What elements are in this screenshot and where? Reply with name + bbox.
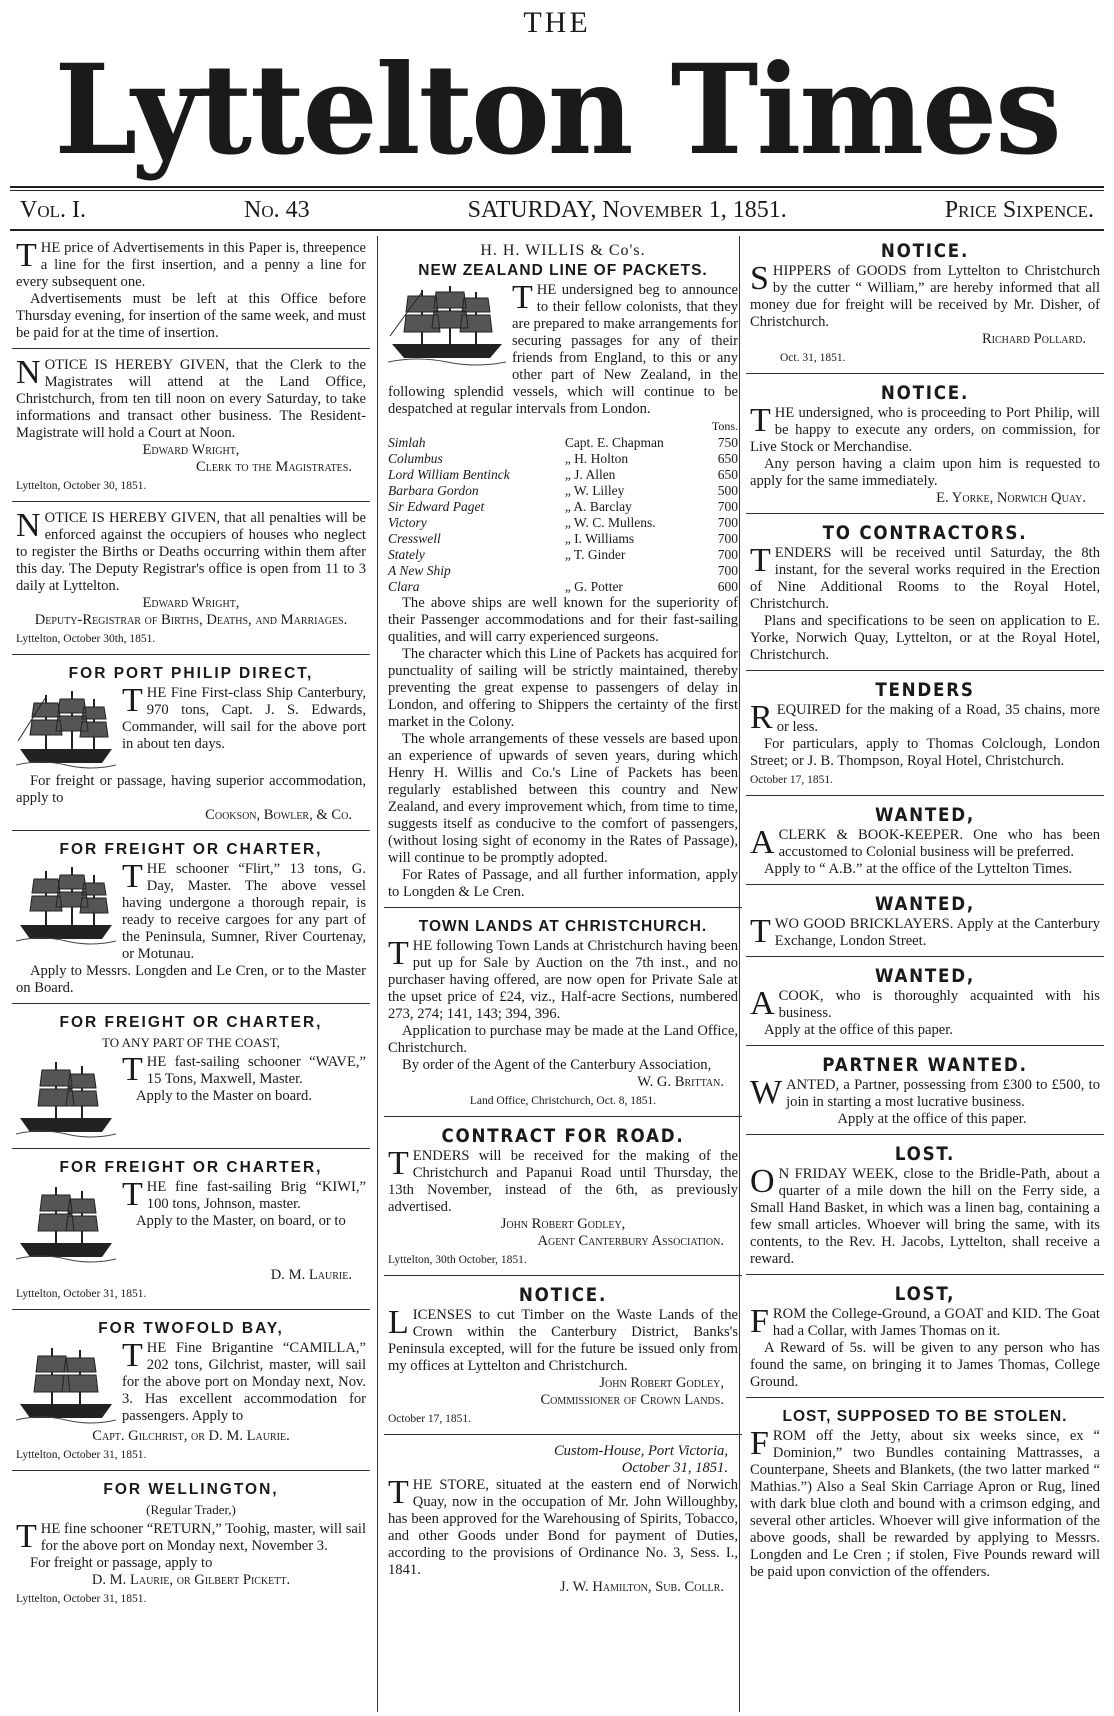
dateline-place: Oct. 31, 1851. [780,352,846,364]
drop-cap: T [388,1145,409,1182]
ship-tons: 500 [717,483,738,498]
top-rule [10,186,1104,188]
dateline-place: Lyttelton, 30th October, 1851. [388,1254,527,1266]
price: Price Sixpence. [944,196,1094,223]
ad-text: Apply at the office of this paper. [837,1111,1027,1127]
dateline-rule [10,229,1104,231]
ad-text: HE fine schooner “RETURN,” Toohig, master, will sail for the above port on Monday next, November 3. [40,1521,366,1554]
volume: Vol. I. [20,196,86,223]
kiwi-ad [12,1155,370,1310]
ad-text: For Rates of Passage, and all further information, apply to Longden & Le Cren. [388,867,738,900]
column-3 [746,238,1104,1708]
dateline-place: Lyttelton, October 31, 1851. [16,1449,147,1461]
drop-cap: O [750,1163,775,1200]
ad-heading: FOR FREIGHT OR CHARTER, [59,1014,323,1031]
shippers-notice [746,238,1104,374]
ad-text: ICENSES to cut Timber on the Waste Lands of the Crown within the Canterbury District, Banks's Peninsula excepted, will for the future be issued only from my offices at Lyttelton and Christchurch. [388,1307,738,1374]
ship-captain: „ W. Lilley [564,483,625,498]
ad-text: Application to purchase may be made at the Land Office, Christchurch. [388,1023,738,1056]
ad-subheading: TO ANY PART OF THE COAST, [102,1035,280,1050]
drop-cap: T [122,1337,143,1374]
notice-text: OTICE IS HEREBY GIVEN, that all penalties will be enforced against the occupiers of houses who neglect to register the Births or Deaths occurring within them after this day. The Deputy Registrar's office is open from 11 to 3 daily at Lyttelton. [16,510,366,594]
ship-name: Victory [388,515,427,530]
drop-cap: N [16,354,41,391]
signature: D. M. Laurie, or Gilbert Pickett. [91,1572,291,1588]
ad-text: HE undersigned beg to announce to their fellow colonists, that they are prepared to make arrangements for securing passages for any of their friends from England, to this or any other part of New Zealand, in the following splendid vessels, which will continue to be despatched at regular intervals from London. [388,282,738,417]
ship-captain: Capt. E. Chapman [564,435,664,450]
drop-cap: S [750,260,769,297]
ship-name: A New Ship [388,563,451,578]
drop-cap: T [122,1051,143,1088]
fleet-row [388,579,738,595]
contractors-ad [746,520,1104,671]
ship-tons: 650 [717,467,738,482]
ad-text: HIPPERS of GOODS from Lyttelton to Christchurch by the cutter “ William,” are hereby informed that all money due for freight will be received by Mr. Disher, of Christchurch. [750,263,1100,330]
partner-wanted-ad [746,1052,1104,1135]
ad-text: A Reward of 5s. will be given to any person who has found the same, on bringing it to James Thomas, College Ground. [750,1340,1100,1390]
drop-cap: T [122,682,143,719]
ship-name: Sir Edward Paget [388,499,485,514]
dateline-place: Lyttelton, October 30, 1851. [16,480,147,492]
ad-text: For freight or passage, apply to [30,1555,213,1571]
ad-heading: PARTNER WANTED. [822,1054,1028,1076]
notice-text: OTICE IS HEREBY GIVEN, that the Clerk to the Magistrates will attend at the Land Office, Christchurch, from ten till noon on every Saturday, to take informations and transact other business. The Resident-Magistrate will hold a Court at Noon. [16,357,366,441]
ad-text: HE fine fast-sailing Brig “KIWI,” 100 tons, Johnson, master. [146,1179,366,1212]
drop-cap: A [750,824,775,861]
ship-captain: „ T. Ginder [564,547,626,562]
ship-name: Stately [388,547,425,562]
signature: Cookson, Bowler, & Co. [205,807,352,823]
ship-captain: „ J. Allen [564,467,616,482]
signature-title: Deputy-Registrar of Births, Deaths, and Marriages. [34,612,348,628]
drop-cap: T [750,402,771,439]
dateline [20,195,1094,225]
ship-captain: „ H. Holton [564,451,629,466]
ship-tons: 750 [717,435,738,450]
drop-cap: T [122,1176,143,1213]
dateline-date: October 31, 1851. [621,1460,728,1476]
ad-text: The character which this Line of Packets has acquired for punctuality of sailing will be strictly maintained, thereby preventing the great expense to passengers of delay in London, and offering to Shippers the certainty of the first market in the Colony. [388,646,738,730]
ad-text: Plans and specifications to be seen on application to E. Yorke, Norwich Quay, Lyttelton, or at the Royal Hotel, Christchurch. [750,613,1100,663]
signature: D. M. Laurie. [270,1267,352,1283]
town-lands-ad [384,914,742,1117]
fleet-row [388,499,738,515]
drop-cap: N [16,507,41,544]
cook-wanted-ad [746,963,1104,1046]
ship-name: Simlah [388,435,426,450]
fleet-row [388,547,738,563]
custom-house-notice [384,1441,742,1602]
ad-text: ENDERS will be received for the making of the Christchurch and Papanui Road until Thursday, the 13th November, instead of the 6th, as previously advertised. [388,1148,738,1215]
ad-text: ANTED, a Partner, possessing from £300 to £500, to join in starting a most lucrative business. [786,1077,1100,1110]
lost-basket-ad [746,1141,1104,1275]
tenders-ad [746,677,1104,796]
dateline-place: Custom-House, Port Victoria, [553,1443,728,1459]
ship-tons: 700 [717,531,738,546]
ad-heading: CONTRACT FOR ROAD. [441,1125,685,1147]
ship-icon [16,1342,116,1426]
ship-captain: „ A. Barclay [564,499,632,514]
ad-text: ROM the College-Ground, a GOAT and KID. The Goat had a Collar, with James Thomas on it. [772,1306,1100,1339]
drop-cap: R [750,699,773,736]
ship-name: Clara [388,579,420,594]
ship-icon [16,1181,116,1265]
ship-icon [388,284,506,368]
camilla-ad [12,1316,370,1471]
ad-heading: LOST. [894,1143,956,1165]
ad-heading: LOST, [894,1283,956,1305]
dateline-place: Lyttelton, October 31, 1851. [16,1593,147,1605]
fleet-row [388,531,738,547]
column-1 [12,238,370,1708]
ad-text: Apply at the office of this paper. [764,1022,953,1038]
ship-icon [16,1056,116,1140]
yorke-notice [746,380,1104,514]
ad-heading: TO CONTRACTORS. [822,522,1028,544]
ship-tons: 700 [717,515,738,530]
ad-heading: FOR WELLINGTON, [103,1481,279,1498]
ad-text: ENDERS will be received until Saturday, the 8th instant, for the several works required in the Erection of Nine Additional Rooms to the Royal Hotel, Christchurch. [750,545,1100,612]
issue-date: SATURDAY, November 1, 1851. [467,196,787,223]
fleet-row [388,435,738,451]
drop-cap: T [750,913,771,950]
drop-cap: F [750,1303,769,1340]
births-notice [12,508,370,655]
ad-text: COOK, who is thoroughly acquainted with his business. [778,988,1100,1021]
bricklayers-wanted-ad [746,891,1104,957]
court-notice [12,355,370,502]
fleet-row [388,563,738,579]
masthead-title: Lyttelton Times [54,36,1060,183]
drop-cap: T [388,935,409,972]
advertisement-terms [12,238,370,349]
drop-cap: F [750,1425,769,1462]
column-divider [377,236,378,1712]
ship-captain: „ W. C. Mullens. [564,515,656,530]
signature-title: Clerk to the Magistrates. [195,459,352,475]
ad-text: ROM off the Jetty, about six weeks since, ex “ Dominion,” two Bundles containing Mattrasses, a Counterpane, Sheets and Blankets, (the two latter marked “ Mathias.”) Also a Seal Skin Carriage Apron or Rug, lined with dark blue cloth and bound with a crimson edging, and several other articles. Whoever will give information of the above goods, shall be rewarded by applying to Messrs. Longden and Le Cren ; if stolen, Five Pounds reward will be paid upon conviction of the offenders. [750,1428,1100,1580]
drop-cap: W [750,1074,783,1111]
drop-cap: L [388,1304,409,1341]
ad-heading: FOR FREIGHT OR CHARTER, [59,1159,323,1176]
dateline-place: Land Office, Christchurch, Oct. 8, 1851. [469,1095,657,1107]
fleet-row [388,467,738,483]
drop-cap: T [16,238,37,274]
drop-cap: T [750,542,771,579]
ad-subheading: (Regular Trader,) [146,1502,236,1517]
signature: Edward Wright, [142,442,240,458]
tons-label: Tons. [711,419,738,433]
dateline-place: October 17, 1851. [388,1413,472,1425]
ship-tons: 700 [717,547,738,562]
fleet-row [388,483,738,499]
stolen-goods-ad [746,1404,1104,1587]
ad-text: Apply to Messrs. Longden and Le Cren, or to the Master on Board. [16,963,366,996]
signature: John Robert Godley, [500,1216,626,1232]
ad-heading: WANTED, [874,804,975,826]
fleet-row [388,515,738,531]
ship-tons: 700 [717,499,738,514]
ad-heading: TOWN LANDS AT CHRISTCHURCH. [418,918,708,935]
ad-text: Any person having a claim upon him is requested to apply for the same immediately. [750,456,1100,489]
ad-text: HE Fine First-class Ship Canterbury, 970 tons, Capt. J. S. Edwards, Commander, will sail for the above port in about ten days. [122,685,366,752]
ad-heading: FOR PORT PHILIP DIRECT, [68,665,314,682]
ad-text: For particulars, apply to Thomas Colclough, London Street; or J. B. Thompson, Royal Hotel, Christchurch. [750,736,1100,769]
lost-goat-ad [746,1281,1104,1398]
port-philip-ad [12,661,370,831]
clerk-wanted-ad [746,802,1104,885]
fleet-table [388,435,738,595]
ad-text: Apply to “ A.B.” at the office of the Lyttelton Times. [764,861,1073,877]
licenses-notice [384,1282,742,1435]
ad-text: HE Fine Brigantine “CAMILLA,” 202 tons, Gilchrist, master, will sail for the above port on Monday next, Nov. 3. Has excellent accommodation for passengers. Apply to [122,1340,366,1424]
issue-number: No. 43 [244,196,310,223]
ad-text: The whole arrangements of these vessels are based upon an experience of upwards of seven years, during which Henry H. Willis and Co.'s Line of Packets has been regularly established between this country and New Zealand, and every improvement which, from time to time, suggests itself as conducive to the comfort of passengers, (without losing sight of economy in the Rates of Passage), will continue to be promptly adopted. [388,731,738,866]
ad-text: HE following Town Lands at Christchurch having been put up for Sale by Auction on the 7th inst., and no purchaser having offered, are now open for Private Sale at the upset price of £24, viz., Half-acre Sections, numbered 273, 274; 141, 143; 394, 396. [388,938,738,1022]
column-2 [384,238,742,1708]
signature: J. W. Hamilton, Sub. Collr. [559,1579,724,1595]
signature-title: Commissioner of Crown Lands. [540,1392,724,1408]
wave-ad [12,1010,370,1149]
signature: E. Yorke, Norwich Quay. [936,490,1086,506]
flirt-ad [12,837,370,1004]
drop-cap: T [122,858,143,895]
ship-tons: 650 [717,451,738,466]
ship-name: Barbara Gordon [388,483,479,498]
ship-tons: 700 [717,563,738,578]
ad-heading: WANTED, [874,893,975,915]
signature: Edward Wright, [142,595,240,611]
ad-text: WO GOOD BRICKLAYERS. Apply at the Canterbury Exchange, London Street. [774,916,1100,949]
ad-text: HE schooner “Flirt,” 13 tons, G. Day, Master. The above vessel having undergone a thorough repair, is ready to receive cargoes for any part of the Peninsula, Sumner, River Courtenay, or Motunau. [122,861,366,962]
signature: Richard Pollard. [981,331,1086,347]
wellington-ad [12,1477,370,1614]
ad-heading: NOTICE. [880,382,970,404]
ship-captain: „ G. Potter [564,579,623,594]
willis-packets-ad [384,238,742,908]
ad-heading: FOR FREIGHT OR CHARTER, [59,841,323,858]
ad-heading: NOTICE. [880,240,970,262]
ad-heading: NOTICE. [518,1284,608,1306]
ad-heading: TENDERS [875,679,975,701]
ad-text: CLERK & BOOK-KEEPER. One who has been accustomed to Colonial business will be preferred. [778,827,1100,860]
ad-subheading: NEW ZEALAND LINE OF PACKETS. [418,262,708,279]
ad-heading: WANTED, [874,965,975,987]
ad-heading: LOST, SUPPOSED TO BE STOLEN. [782,1408,1068,1425]
ship-captain [565,563,709,579]
ad-text: Advertisements must be left at this Office before Thursday evening, for insertion of the same week, and must be paid for at the time of insertion. [16,291,366,341]
ad-text: HE STORE, situated at the eastern end of Norwich Quay, now in the occupation of Mr. John Willoughby, has been approved for the Warehousing of Spirits, Tobacco, and other Goods under Bond for payment of Duties, according to the provisions of Ordinance No. 3, Sess. I., 1841. [388,1477,738,1578]
signature: John Robert Godley, [599,1375,724,1391]
drop-cap: T [16,1518,37,1555]
ship-name: Cresswell [388,531,441,546]
ad-text: HE fast-sailing schooner “WAVE,” 15 Tons, Maxwell, Master. [146,1054,366,1087]
signature: W. G. Brittan. [637,1074,724,1090]
ship-name: Lord William Bentinck [388,467,510,482]
ship-icon [16,687,116,771]
ad-text: The above ships are well known for the superiority of their Passenger accommodations and for their fast-sailing qualities, and will carry experienced surgeons. [388,595,738,645]
dateline-place: Lyttelton, October 30th, 1851. [16,633,156,645]
ad-text: Apply to the Master, on board, or to [136,1213,346,1229]
contract-road-ad [384,1123,742,1276]
drop-cap: T [512,279,533,316]
ad-text: N FRIDAY WEEK, close to the Bridle-Path, about a quarter of a mile down the hill on the Ferry side, a Small Hand Basket, in which was a linen bag, containing a few small articles. Whoever will bring the same, with its contents, to the Rev. H. Jacobs, Lyttelton, shall receive a reward. [750,1166,1100,1267]
drop-cap: T [388,1474,409,1511]
masthead-the: THE [523,6,591,39]
ad-text: For freight or passage, having superior accommodation, apply to [16,773,366,806]
ad-heading: H. H. WILLIS & Co's. [480,242,646,259]
signature-title: Agent Canterbury Association. [537,1233,724,1249]
ship-captain: „ I. Williams [564,531,635,546]
ad-heading: FOR TWOFOLD BAY, [98,1320,284,1337]
ad-text: EQUIRED for the making of a Road, 35 chains, more or less. [776,702,1100,735]
ship-icon [16,863,116,947]
signature: Capt. Gilchrist, or D. M. Laurie. [92,1428,290,1444]
dateline-place: Lyttelton, October 31, 1851. [16,1288,147,1300]
ad-text: HE price of Advertisements in this Paper is, threepence a line for the first insertion, and a penny a line for every subsequent one. [16,240,366,290]
ad-text: HE undersigned, who is proceeding to Port Philip, will be happy to execute any orders, on commission, for Live Stock or Merchandise. [750,405,1100,455]
ship-tons: 600 [717,579,738,594]
ad-text: By order of the Agent of the Canterbury Association, [402,1057,712,1073]
ship-name: Columbus [388,451,443,466]
dateline-place: October 17, 1851. [750,774,834,786]
ad-text: Apply to the Master on board. [136,1088,312,1104]
fleet-row [388,451,738,467]
drop-cap: A [750,985,775,1022]
top-rule-thin [10,190,1104,191]
